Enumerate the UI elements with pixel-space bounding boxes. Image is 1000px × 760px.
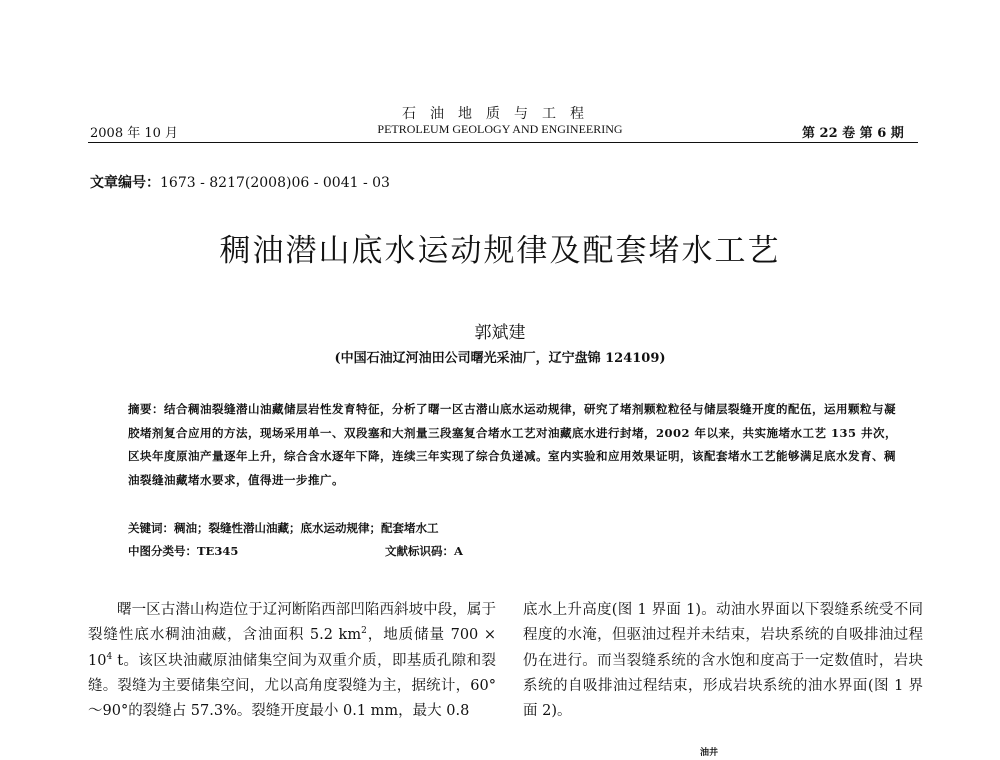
affiliation: (中国石油辽河油田公司曙光采油厂，辽宁盘锦 124109) [334,351,666,366]
doc-code-value: A [454,544,463,558]
keywords-text: 稠油；裂缝性潜山油藏；底水运动规律；配套堵水工 [174,521,439,535]
journal-title-cn: 石油地质与工程 [402,106,598,122]
article-number [90,172,390,192]
article-number-value: 1673 - 8217(2008)06 - 0041 - 03 [160,175,390,191]
author: 郭斌建 [474,323,526,343]
article-number-label: 文章编号： [90,175,160,191]
clc-number [128,543,238,559]
figure-label: 油井 [700,748,719,758]
issue-date: 2008 年 10 月 [90,126,179,141]
abstract-text: 结合稠油裂缝潜山油藏储层岩性发育特征，分析了曙一区古潜山底水运动规律，研究了堵剂颗粒粒径与储层裂缝开度的配伍，运用颗粒与凝胶堵剂复合应用的方法，现场采用单一、双段塞和大剂量三段塞复合堵水工艺对油藏底水进行封堵，2002 年以来，共实施堵水工艺 135 井次，区块年度原油产量逐年上升，综合含水逐年下降，连续三年实现了综合负递减。室内实验和应用效果证明，该配套堵水工艺能够满足底水发育、稠油裂缝油藏堵水要求，值得进一步推广。 [128,402,898,487]
clc-value: TE345 [197,544,239,558]
abstract [128,398,898,492]
article-title: 稠油潜山底水运动规律及配套堵水工艺 [219,233,781,269]
volume-issue: 第 22 卷 第 6 期 [802,126,904,141]
body-text-1: 曙一区古潜山构造位于辽河断陷西部凹陷西斜坡中段，属于裂缝性底水稠油油藏，含油面积 5.2 km [88,602,496,644]
body-text-3: t。该区块油藏原油储集空间为双重介质，即基质孔隙和裂缝。裂缝为主要储集空间，尤以高角度裂缝为主，据统计，60°～90°的裂缝占 57.3%。裂缝开度最小 0.1 mm，最大 0.8 [88,652,496,720]
body-paragraph-right: 底水上升高度(图 1 界面 1)。动油水界面以下裂缝系统受不同程度的水淹，但驱油过程并未结束，岩块系统的自吸排油过程仍在进行。而当裂缝系统的含水饱和度高于一定数值时，岩块系统的自吸排油过程结束，形成岩块系统的油水界面(图 1 界面 2)。 [523,602,923,720]
body-column-left [88,598,496,724]
keywords-label: 关键词： [128,521,174,535]
header-rule [88,142,918,143]
keywords [128,520,898,536]
journal-title-en: PETROLEUM GEOLOGY AND ENGINEERING [377,122,623,136]
document-code [385,543,463,559]
superscript-4: 4 [106,651,113,662]
body-text-2: ，地质储量 700 × 10 [88,627,496,669]
body-paragraph [88,598,496,724]
doc-code-label: 文献标识码： [385,544,454,558]
body-column-right [523,598,923,724]
clc-label: 中图分类号： [128,544,197,558]
superscript-2: 2 [361,626,367,637]
abstract-label: 摘要： [128,402,164,416]
